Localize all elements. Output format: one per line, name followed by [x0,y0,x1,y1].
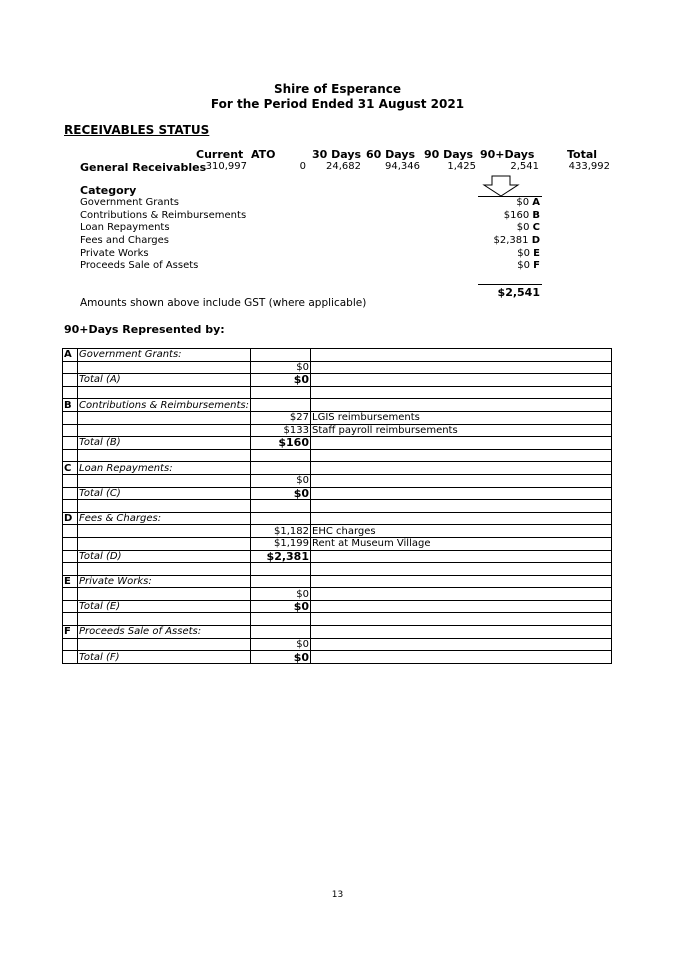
table-cell-c3: $0 [251,600,311,613]
table-cell-c3 [251,462,311,475]
table-cell-c4 [311,462,612,475]
table-cell-c1: E [63,575,78,588]
table-row [63,651,612,664]
table-row [63,487,612,500]
table-cell-c4 [311,512,612,525]
table-cell-c4: Staff payroll reimbursements [311,424,612,437]
table-cell-c3: $1,182 [251,525,311,538]
table-cell-c4 [311,638,612,651]
table-cell-c2 [78,361,251,374]
total-divider [478,284,542,285]
table-row [63,600,612,613]
table-row [63,374,612,387]
table-cell-c4 [311,361,612,374]
table-cell-c1: C [63,462,78,475]
table-cell-c4 [311,588,612,601]
table-cell-c2 [78,411,251,424]
table-cell-c3 [251,449,311,462]
table-cell-c1: D [63,512,78,525]
down-arrow-icon [481,175,521,197]
category-label: Proceeds Sale of Assets [80,260,199,271]
category-label: Fees and Charges [80,235,169,246]
table-cell-c2: Contributions & Reimbursements: [79,399,249,411]
col-header-30-days: 30 Days [312,148,362,161]
value-90-days: 1,425 [447,161,476,172]
table-cell-c1 [63,525,78,538]
general-receivables-label: General Receivables [80,161,207,174]
table-cell-c3: $0 [251,361,311,374]
table-cell-c2 [78,525,251,538]
table-cell-c2: Loan Repayments: [78,462,251,475]
table-cell-c4 [311,349,612,362]
col-header-60-days: 60 Days [366,148,416,161]
table-row [63,626,612,639]
category-value: $2,381 D [493,235,540,246]
category-value: $160 B [503,210,540,221]
table-cell-c3: $160 [251,437,311,450]
table-cell-c2 [78,424,251,437]
table-cell-c1 [63,449,78,462]
table-cell-c2 [78,563,251,576]
table-cell-c2: Private Works: [78,575,251,588]
table-cell-c4 [311,449,612,462]
value-30-days: 24,682 [326,161,361,172]
table-cell-c3: $133 [251,424,311,437]
table-cell-c3: $27 [251,411,311,424]
table-cell-c4 [311,399,612,412]
table-cell-c4 [311,437,612,450]
table-cell-c2 [78,500,251,513]
table-cell-c1: A [63,349,78,362]
table-cell-c2: Total (B) [78,437,251,450]
col-header-90plus-days: 90+Days [480,148,535,161]
table-cell-c3: $0 [251,588,311,601]
table-row [63,474,612,487]
value-60-days: 94,346 [385,161,420,172]
table-cell-c4 [311,563,612,576]
table-row [63,449,612,462]
table-row [63,399,612,412]
category-heading: Category [80,184,137,197]
table-row [63,437,612,450]
table-cell-c4 [311,626,612,639]
table-row [63,512,612,525]
table-cell-c3 [251,399,311,412]
table-row [63,563,612,576]
table-row [63,550,612,563]
table-cell-c1: B [63,399,78,412]
table-cell-c1 [63,474,78,487]
table-cell-c1 [63,563,78,576]
table-row [63,575,612,588]
document-title: Shire of Esperance [273,82,402,96]
col-header-90-days: 90 Days [424,148,474,161]
page-number: 13 [331,890,344,900]
table-cell-c4 [311,550,612,563]
table-row [63,500,612,513]
value-90plus-days: 2,541 [510,161,539,172]
table-cell-c1 [63,550,78,563]
represented-by-title: 90+Days Represented by: [64,323,225,336]
document-subtitle: For the Period Ended 31 August 2021 [210,97,465,111]
table-cell-c3 [251,626,311,639]
table-cell-c4 [311,386,612,399]
category-label: Loan Repayments [80,222,170,233]
table-row [63,537,612,550]
table-cell-c2: Government Grants: [78,349,251,362]
table-cell-c4: LGIS reimbursements [311,411,612,424]
category-label: Private Works [80,248,149,259]
table-row [63,613,612,626]
table-row [63,462,612,475]
table-cell-c3 [251,575,311,588]
col-header-current: Current [196,148,244,161]
table-cell-c2 [78,474,251,487]
table-cell-c2: Proceeds Sale of Assets: [78,626,251,639]
table-row [63,525,612,538]
category-total: $2,541 [497,286,540,299]
table-cell-c4 [311,651,612,664]
table-cell-c1 [63,588,78,601]
section-title: RECEIVABLES STATUS [64,123,210,137]
category-value: $0 E [517,248,540,259]
table-row [63,361,612,374]
category-value: $0 C [516,222,540,233]
table-cell-c1 [63,537,78,550]
table-cell-c2 [78,537,251,550]
table-cell-c3 [251,386,311,399]
table-cell-c2: Total (D) [78,550,251,563]
table-row [63,349,612,362]
table-cell-c1 [63,651,78,664]
table-cell-c4: EHC charges [311,525,612,538]
table-cell-c3 [251,613,311,626]
table-cell-c4 [311,500,612,513]
table-cell-c1 [63,600,78,613]
table-row [63,411,612,424]
table-cell-c4 [311,374,612,387]
table-row [63,386,612,399]
table-cell-c3 [251,349,311,362]
table-cell-c3 [251,512,311,525]
table-cell-c4 [311,613,612,626]
category-value: $0 A [516,197,540,208]
table-cell-c4 [311,600,612,613]
col-header-ato: ATO [251,148,276,161]
table-cell-c3 [251,563,311,576]
table-cell-c4: Rent at Museum Village [311,537,612,550]
table-cell-c3: $0 [251,374,311,387]
table-cell-c1: F [63,626,78,639]
table-cell-c2 [78,588,251,601]
table-cell-c3: $0 [251,474,311,487]
table-row [63,424,612,437]
table-cell-c2: Total (A) [78,374,251,387]
table-cell-c2 [78,613,251,626]
gst-note: Amounts shown above include GST (where applicable) [80,297,367,309]
table-row [63,588,612,601]
category-value: $0 F [517,260,540,271]
category-label: Contributions & Reimbursements [80,210,247,221]
value-current: 310,997 [205,161,247,172]
table-cell-c2: Fees & Charges: [78,512,251,525]
table-cell-c4 [311,487,612,500]
table-cell-c2 [78,449,251,462]
table-cell-c3 [251,500,311,513]
table-cell-c1 [63,374,78,387]
value-ato: 0 [299,161,306,172]
table-cell-c1 [63,424,78,437]
table-cell-c3: $0 [251,638,311,651]
table-cell-c1 [63,638,78,651]
table-cell-c2: Total (E) [78,600,251,613]
table-cell-c1 [63,411,78,424]
table-cell-c1 [63,437,78,450]
table-cell-c1 [63,500,78,513]
represented-by-table [62,348,612,664]
table-cell-c1 [63,487,78,500]
table-cell-c2: Total (C) [78,487,251,500]
table-cell-c1 [63,613,78,626]
table-cell-c2 [78,386,251,399]
table-cell-c1 [63,361,78,374]
table-cell-c3: $2,381 [251,550,311,563]
table-cell-c2 [78,638,251,651]
table-row [63,638,612,651]
col-header-total: Total [567,148,598,161]
table-cell-c3: $1,199 [251,537,311,550]
category-label: Government Grants [80,197,179,208]
table-cell-c4 [311,474,612,487]
table-cell-c3: $0 [251,487,311,500]
table-cell-c4 [311,575,612,588]
table-cell-c3: $0 [251,651,311,664]
table-cell-c1 [63,386,78,399]
value-total: 433,992 [568,161,610,172]
table-cell-c2: Total (F) [78,651,251,664]
